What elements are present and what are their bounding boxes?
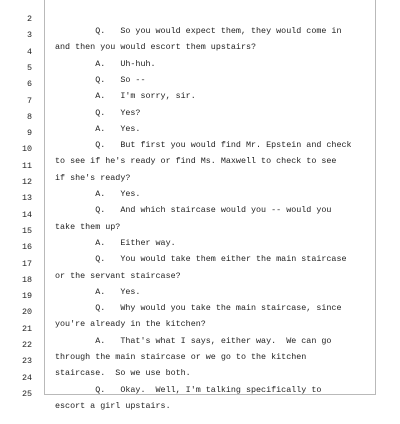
line-number: 7 bbox=[26, 95, 32, 106]
line-number: 17 bbox=[21, 258, 32, 269]
line-text: if she's ready? bbox=[55, 172, 131, 183]
line-number: 3 bbox=[26, 30, 32, 41]
line-text: and then you would escort them upstairs? bbox=[55, 42, 257, 53]
line-text: A. Yes. bbox=[55, 286, 141, 297]
line-text: you're already in the kitchen? bbox=[55, 319, 206, 330]
line-text: staircase. So we use both. bbox=[55, 368, 191, 379]
line-number: 22 bbox=[21, 340, 32, 350]
line-number: 16 bbox=[21, 242, 32, 253]
line-number: 10 bbox=[21, 144, 32, 155]
line-number: 18 bbox=[21, 274, 32, 285]
line-number: 14 bbox=[21, 209, 32, 220]
line-text: A. Yes. bbox=[55, 123, 141, 134]
line-number: 20 bbox=[21, 307, 32, 318]
line-text: Q. So you would expect them, they would come in bbox=[55, 26, 342, 36]
line-text: A. That's what I says, either way. We can go bbox=[55, 335, 332, 346]
line-number: 15 bbox=[21, 225, 32, 236]
line-text: take them up? bbox=[55, 221, 121, 232]
line-text: through the main staircase or we go to the kitchen bbox=[55, 352, 307, 362]
line-number: 19 bbox=[21, 291, 32, 302]
line-text: to see if he's ready or find Ms. Maxwell to check to see bbox=[55, 156, 337, 167]
line-text: Q. So -- bbox=[55, 74, 146, 85]
line-number: 21 bbox=[21, 323, 32, 334]
line-number: 4 bbox=[26, 46, 32, 57]
line-number: 11 bbox=[21, 160, 32, 171]
transcript-line bbox=[0, 1, 400, 36]
line-number: 25 bbox=[21, 388, 32, 399]
line-number: 5 bbox=[26, 62, 32, 73]
line-number: 12 bbox=[21, 177, 32, 187]
line-text: Q. And which staircase would you -- would you bbox=[55, 205, 332, 216]
line-text: Q. Yes? bbox=[55, 107, 141, 118]
line-number: 6 bbox=[26, 79, 32, 90]
line-text: Q. You would take them either the main staircase bbox=[55, 254, 347, 265]
line-text: or the servant staircase? bbox=[55, 270, 181, 281]
line-text: Q. Why would you take the main staircase, since bbox=[55, 303, 342, 314]
line-text: A. Uh-huh. bbox=[55, 58, 156, 69]
line-text: A. Yes. bbox=[55, 189, 141, 199]
line-text: A. I'm sorry, sir. bbox=[55, 91, 196, 102]
line-number: 13 bbox=[21, 193, 32, 204]
line-text: A. Either way. bbox=[55, 237, 176, 248]
line-number: 9 bbox=[26, 128, 32, 139]
line-text: escort a girl upstairs. bbox=[55, 400, 171, 411]
line-number: 24 bbox=[21, 372, 32, 383]
line-number: 8 bbox=[26, 111, 32, 122]
line-number: 23 bbox=[21, 356, 32, 367]
line-number: 2 bbox=[26, 14, 32, 24]
line-text: Q. But first you would find Mr. Epstein and check bbox=[55, 140, 352, 151]
line-text: Q. Okay. Well, I'm talking specifically to bbox=[55, 384, 322, 395]
